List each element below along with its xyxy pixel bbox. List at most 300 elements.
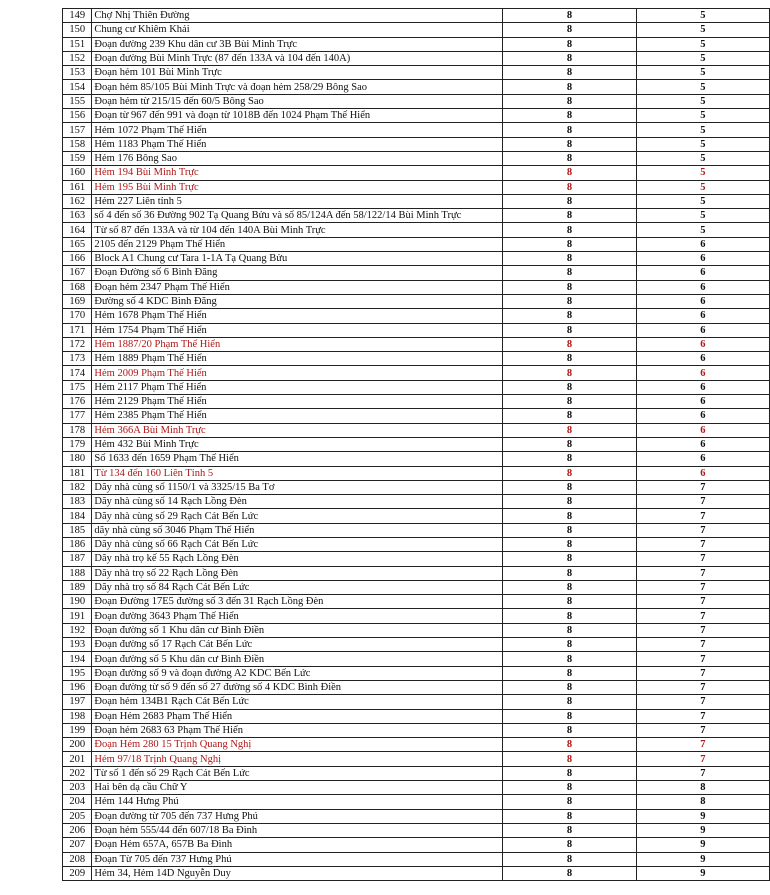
table-row xyxy=(63,809,770,823)
location-name-cell: Đoạn đường số 17 Rạch Cát Bến Lức xyxy=(92,638,503,652)
location-name-cell: Hẻm 366A Bùi Minh Trực xyxy=(92,423,503,437)
value-b-cell: 6 xyxy=(636,266,769,280)
location-name-cell: Đoạn hẻm 101 Bùi Minh Trực xyxy=(92,66,503,80)
value-b-cell: 9 xyxy=(636,838,769,852)
row-number-cell: 150 xyxy=(63,23,92,37)
location-name-cell: Dãy nhà cùng số 66 Rạch Cát Bến Lức xyxy=(92,537,503,551)
row-number-cell: 195 xyxy=(63,666,92,680)
location-name-cell: Đoạn Đường số 6 Bình Đăng xyxy=(92,266,503,280)
location-name-cell: 2105 đến 2129 Phạm Thế Hiển xyxy=(92,237,503,251)
location-name-cell: Đoạn đường từ số 9 đến số 27 đường số 4 KDC Bình Điền xyxy=(92,680,503,694)
value-b-cell: 7 xyxy=(636,666,769,680)
value-b-cell: 6 xyxy=(636,352,769,366)
value-a-cell: 8 xyxy=(503,523,636,537)
row-number-cell: 167 xyxy=(63,266,92,280)
value-a-cell: 8 xyxy=(503,795,636,809)
location-name-cell: Số 1633 đến 1659 Phạm Thế Hiển xyxy=(92,452,503,466)
location-name-cell: Hẻm 195 Bùi Minh Trực xyxy=(92,180,503,194)
table-row xyxy=(63,323,770,337)
location-name-cell: Dãy nhà cùng số 1150/1 và 3325/15 Ba Tơ xyxy=(92,480,503,494)
location-name-cell: Dãy nhà cùng số 29 Rạch Cát Bến Lức xyxy=(92,509,503,523)
value-b-cell: 7 xyxy=(636,723,769,737)
value-a-cell: 8 xyxy=(503,680,636,694)
table-row xyxy=(63,795,770,809)
row-number-cell: 173 xyxy=(63,352,92,366)
row-number-cell: 175 xyxy=(63,380,92,394)
row-number-cell: 153 xyxy=(63,66,92,80)
table-row xyxy=(63,280,770,294)
value-a-cell: 8 xyxy=(503,866,636,880)
value-b-cell: 6 xyxy=(636,437,769,451)
value-a-cell: 8 xyxy=(503,94,636,108)
row-number-cell: 204 xyxy=(63,795,92,809)
table-row xyxy=(63,9,770,23)
value-a-cell: 8 xyxy=(503,809,636,823)
value-a-cell: 8 xyxy=(503,437,636,451)
table-row xyxy=(63,51,770,65)
row-number-cell: 202 xyxy=(63,766,92,780)
row-number-cell: 176 xyxy=(63,395,92,409)
table-row xyxy=(63,723,770,737)
value-b-cell: 5 xyxy=(636,109,769,123)
row-number-cell: 162 xyxy=(63,194,92,208)
value-a-cell: 8 xyxy=(503,838,636,852)
location-name-cell: Hẻm 176 Bông Sao xyxy=(92,151,503,165)
table-row xyxy=(63,823,770,837)
value-a-cell: 8 xyxy=(503,495,636,509)
location-name-cell: Đoạn Từ 705 đến 737 Hưng Phú xyxy=(92,852,503,866)
table-row xyxy=(63,37,770,51)
value-b-cell: 7 xyxy=(636,552,769,566)
row-number-cell: 190 xyxy=(63,595,92,609)
row-number-cell: 166 xyxy=(63,252,92,266)
table-row xyxy=(63,638,770,652)
location-name-cell: Đoạn đường số 1 Khu dân cư Bình Điền xyxy=(92,623,503,637)
table-row xyxy=(63,480,770,494)
table-row xyxy=(63,437,770,451)
location-name-cell: Chung cư Khiêm Khải xyxy=(92,23,503,37)
value-a-cell: 8 xyxy=(503,466,636,480)
location-name-cell: Đoạn Hẻm 657A, 657B Ba Đình xyxy=(92,838,503,852)
location-name-cell: Chợ Nhị Thiên Đường xyxy=(92,9,503,23)
value-b-cell: 6 xyxy=(636,466,769,480)
value-a-cell: 8 xyxy=(503,781,636,795)
value-b-cell: 5 xyxy=(636,37,769,51)
value-b-cell: 6 xyxy=(636,409,769,423)
row-number-cell: 193 xyxy=(63,638,92,652)
value-a-cell: 8 xyxy=(503,252,636,266)
value-a-cell: 8 xyxy=(503,180,636,194)
table-row xyxy=(63,166,770,180)
location-name-cell: Đoạn hẻm 85/105 Bùi Minh Trực và đoạn hẻm 258/29 Bông Sao xyxy=(92,80,503,94)
value-b-cell: 7 xyxy=(636,695,769,709)
value-a-cell: 8 xyxy=(503,709,636,723)
value-b-cell: 9 xyxy=(636,852,769,866)
row-number-cell: 170 xyxy=(63,309,92,323)
table-row xyxy=(63,352,770,366)
row-number-cell: 198 xyxy=(63,709,92,723)
location-name-cell: Hẻm 2129 Phạm Thế Hiển xyxy=(92,395,503,409)
row-number-cell: 178 xyxy=(63,423,92,437)
location-name-cell: Đoạn từ 967 đến 991 và đoạn từ 1018B đến 1024 Phạm Thế Hiển xyxy=(92,109,503,123)
location-name-cell: Đoạn đường 3643 Phạm Thế Hiển xyxy=(92,609,503,623)
row-number-cell: 184 xyxy=(63,509,92,523)
table-row xyxy=(63,695,770,709)
row-number-cell: 203 xyxy=(63,781,92,795)
location-name-cell: Hẻm 1754 Phạm Thế Hiển xyxy=(92,323,503,337)
location-name-cell: Dãy nhà trọ số 22 Rạch Lồng Đèn xyxy=(92,566,503,580)
row-number-cell: 196 xyxy=(63,680,92,694)
row-number-cell: 160 xyxy=(63,166,92,180)
value-a-cell: 8 xyxy=(503,638,636,652)
value-b-cell: 6 xyxy=(636,237,769,251)
value-a-cell: 8 xyxy=(503,580,636,594)
table-row xyxy=(63,109,770,123)
value-a-cell: 8 xyxy=(503,209,636,223)
table-row xyxy=(63,566,770,580)
table-row xyxy=(63,781,770,795)
value-b-cell: 6 xyxy=(636,337,769,351)
value-a-cell: 8 xyxy=(503,166,636,180)
location-name-cell: Từ số 87 đến 133A và từ 104 đến 140A Bùi Minh Trực xyxy=(92,223,503,237)
row-number-cell: 156 xyxy=(63,109,92,123)
value-b-cell: 7 xyxy=(636,595,769,609)
location-name-cell: Dãy nhà trọ số 84 Rạch Cát Bến Lức xyxy=(92,580,503,594)
value-a-cell: 8 xyxy=(503,109,636,123)
table-row xyxy=(63,866,770,880)
value-a-cell: 8 xyxy=(503,766,636,780)
value-b-cell: 6 xyxy=(636,294,769,308)
location-name-cell: Hẻm 194 Bùi Minh Trực xyxy=(92,166,503,180)
row-number-cell: 183 xyxy=(63,495,92,509)
value-a-cell: 8 xyxy=(503,852,636,866)
table-row xyxy=(63,537,770,551)
table-row xyxy=(63,623,770,637)
value-a-cell: 8 xyxy=(503,137,636,151)
table-row xyxy=(63,237,770,251)
location-name-cell: Đoạn hẻm 2347 Phạm Thế Hiển xyxy=(92,280,503,294)
table-body xyxy=(63,9,770,881)
value-b-cell: 7 xyxy=(636,537,769,551)
location-name-cell: Hẻm 1183 Phạm Thế Hiển xyxy=(92,137,503,151)
table-row xyxy=(63,580,770,594)
table-row xyxy=(63,23,770,37)
value-a-cell: 8 xyxy=(503,80,636,94)
value-b-cell: 6 xyxy=(636,323,769,337)
value-a-cell: 8 xyxy=(503,609,636,623)
row-number-cell: 205 xyxy=(63,809,92,823)
row-number-cell: 152 xyxy=(63,51,92,65)
table-row xyxy=(63,223,770,237)
value-b-cell: 5 xyxy=(636,80,769,94)
location-name-cell: Hẻm 1889 Phạm Thế Hiển xyxy=(92,352,503,366)
location-name-cell: Hẻm 1887/20 Phạm Thế Hiển xyxy=(92,337,503,351)
table-row xyxy=(63,180,770,194)
value-a-cell: 8 xyxy=(503,66,636,80)
value-b-cell: 5 xyxy=(636,66,769,80)
location-name-cell: Từ số 1 đến số 29 Rạch Cát Bến Lức xyxy=(92,766,503,780)
value-b-cell: 6 xyxy=(636,252,769,266)
value-b-cell: 6 xyxy=(636,280,769,294)
value-b-cell: 7 xyxy=(636,680,769,694)
location-name-cell: Hẻm 432 Bùi Minh Trực xyxy=(92,437,503,451)
value-a-cell: 8 xyxy=(503,695,636,709)
table-row xyxy=(63,709,770,723)
row-number-cell: 201 xyxy=(63,752,92,766)
value-a-cell: 8 xyxy=(503,395,636,409)
value-a-cell: 8 xyxy=(503,23,636,37)
value-a-cell: 8 xyxy=(503,666,636,680)
table-row xyxy=(63,94,770,108)
table-row xyxy=(63,194,770,208)
value-a-cell: 8 xyxy=(503,9,636,23)
row-number-cell: 182 xyxy=(63,480,92,494)
table-row xyxy=(63,752,770,766)
value-b-cell: 6 xyxy=(636,380,769,394)
table-row xyxy=(63,652,770,666)
value-a-cell: 8 xyxy=(503,337,636,351)
row-number-cell: 206 xyxy=(63,823,92,837)
value-b-cell: 5 xyxy=(636,23,769,37)
table-row xyxy=(63,123,770,137)
row-number-cell: 194 xyxy=(63,652,92,666)
location-name-cell: Block A1 Chung cư Tara 1-1A Tạ Quang Bửu xyxy=(92,252,503,266)
location-name-cell: Hẻm 227 Liên tỉnh 5 xyxy=(92,194,503,208)
table-row xyxy=(63,738,770,752)
table-row xyxy=(63,266,770,280)
value-b-cell: 6 xyxy=(636,423,769,437)
value-b-cell: 7 xyxy=(636,495,769,509)
row-number-cell: 155 xyxy=(63,94,92,108)
value-a-cell: 8 xyxy=(503,595,636,609)
value-a-cell: 8 xyxy=(503,194,636,208)
table-row xyxy=(63,495,770,509)
value-a-cell: 8 xyxy=(503,280,636,294)
location-name-cell: Đoạn hẻm 555/44 đến 607/18 Ba Đình xyxy=(92,823,503,837)
value-a-cell: 8 xyxy=(503,652,636,666)
value-b-cell: 5 xyxy=(636,151,769,165)
value-a-cell: 8 xyxy=(503,266,636,280)
value-a-cell: 8 xyxy=(503,380,636,394)
value-a-cell: 8 xyxy=(503,37,636,51)
table-row xyxy=(63,151,770,165)
value-a-cell: 8 xyxy=(503,51,636,65)
value-b-cell: 7 xyxy=(636,609,769,623)
value-b-cell: 7 xyxy=(636,509,769,523)
row-number-cell: 207 xyxy=(63,838,92,852)
value-b-cell: 7 xyxy=(636,652,769,666)
table-row xyxy=(63,766,770,780)
value-a-cell: 8 xyxy=(503,452,636,466)
value-a-cell: 8 xyxy=(503,409,636,423)
location-name-cell: Hẻm 1678 Phạm Thế Hiển xyxy=(92,309,503,323)
location-name-cell: Hai bên dạ cầu Chữ Y xyxy=(92,781,503,795)
table-row xyxy=(63,852,770,866)
value-b-cell: 5 xyxy=(636,51,769,65)
value-a-cell: 8 xyxy=(503,323,636,337)
value-a-cell: 8 xyxy=(503,738,636,752)
row-number-cell: 188 xyxy=(63,566,92,580)
value-b-cell: 8 xyxy=(636,781,769,795)
row-number-cell: 159 xyxy=(63,151,92,165)
location-name-cell: Hẻm 2009 Phạm Thế Hiển xyxy=(92,366,503,380)
value-b-cell: 7 xyxy=(636,480,769,494)
table-row xyxy=(63,80,770,94)
location-name-cell: Hẻm 1072 Phạm Thế Hiển xyxy=(92,123,503,137)
value-a-cell: 8 xyxy=(503,309,636,323)
value-a-cell: 8 xyxy=(503,366,636,380)
row-number-cell: 165 xyxy=(63,237,92,251)
location-name-cell: Hẻm 144 Hưng Phú xyxy=(92,795,503,809)
value-b-cell: 5 xyxy=(636,194,769,208)
table-row xyxy=(63,395,770,409)
value-b-cell: 7 xyxy=(636,523,769,537)
location-name-cell: Đoạn hẻm 2683 63 Phạm Thế Hiển xyxy=(92,723,503,737)
value-b-cell: 6 xyxy=(636,366,769,380)
table-row xyxy=(63,423,770,437)
value-a-cell: 8 xyxy=(503,537,636,551)
value-a-cell: 8 xyxy=(503,752,636,766)
row-number-cell: 161 xyxy=(63,180,92,194)
value-b-cell: 7 xyxy=(636,623,769,637)
table-row xyxy=(63,595,770,609)
location-name-cell: Hẻm 2385 Phạm Thế Hiển xyxy=(92,409,503,423)
location-name-cell: số 4 đến số 36 Đường 902 Tạ Quang Bửu và số 85/124A đến 58/122/14 Bùi Minh Trực xyxy=(92,209,503,223)
row-number-cell: 179 xyxy=(63,437,92,451)
value-a-cell: 8 xyxy=(503,294,636,308)
row-number-cell: 209 xyxy=(63,866,92,880)
location-name-cell: Hẻm 97/18 Trịnh Quang Nghị xyxy=(92,752,503,766)
location-name-cell: Từ 134 đến 160 Liên Tỉnh 5 xyxy=(92,466,503,480)
row-number-cell: 168 xyxy=(63,280,92,294)
table-row xyxy=(63,209,770,223)
row-number-cell: 151 xyxy=(63,37,92,51)
row-number-cell: 189 xyxy=(63,580,92,594)
row-number-cell: 187 xyxy=(63,552,92,566)
table-row xyxy=(63,509,770,523)
value-b-cell: 6 xyxy=(636,452,769,466)
value-b-cell: 5 xyxy=(636,94,769,108)
table-row xyxy=(63,137,770,151)
value-b-cell: 5 xyxy=(636,180,769,194)
value-b-cell: 5 xyxy=(636,166,769,180)
value-b-cell: 6 xyxy=(636,395,769,409)
location-name-cell: Đoạn đường số 5 Khu dân cư Bình Điền xyxy=(92,652,503,666)
table-row xyxy=(63,366,770,380)
row-number-cell: 164 xyxy=(63,223,92,237)
table-row xyxy=(63,838,770,852)
row-number-cell: 197 xyxy=(63,695,92,709)
location-name-cell: Đoạn hẻm 134B1 Rạch Cát Bến Lức xyxy=(92,695,503,709)
row-number-cell: 177 xyxy=(63,409,92,423)
row-number-cell: 191 xyxy=(63,609,92,623)
table-row xyxy=(63,466,770,480)
value-b-cell: 7 xyxy=(636,638,769,652)
value-a-cell: 8 xyxy=(503,552,636,566)
value-a-cell: 8 xyxy=(503,509,636,523)
table-row xyxy=(63,66,770,80)
row-number-cell: 199 xyxy=(63,723,92,737)
location-name-cell: Đoạn đường Bùi Minh Trực (87 đến 133A và 104 đến 140A) xyxy=(92,51,503,65)
value-b-cell: 5 xyxy=(636,223,769,237)
value-a-cell: 8 xyxy=(503,823,636,837)
location-name-cell: Dãy nhà trọ kế 55 Rạch Lồng Đèn xyxy=(92,552,503,566)
location-name-cell: Đoạn Hẻm 280 15 Trịnh Quang Nghị xyxy=(92,738,503,752)
row-number-cell: 149 xyxy=(63,9,92,23)
location-name-cell: Hẻm 34, Hẻm 14D Nguyễn Duy xyxy=(92,866,503,880)
location-name-cell: dãy nhà cùng số 3046 Phạm Thế Hiển xyxy=(92,523,503,537)
value-b-cell: 9 xyxy=(636,823,769,837)
value-a-cell: 8 xyxy=(503,123,636,137)
value-a-cell: 8 xyxy=(503,352,636,366)
value-a-cell: 8 xyxy=(503,623,636,637)
location-name-cell: Đoạn đường từ 705 đến 737 Hưng Phú xyxy=(92,809,503,823)
row-number-cell: 172 xyxy=(63,337,92,351)
table-row xyxy=(63,309,770,323)
table-row xyxy=(63,409,770,423)
value-b-cell: 5 xyxy=(636,9,769,23)
location-name-cell: Đường số 4 KDC Bình Đăng xyxy=(92,294,503,308)
value-b-cell: 9 xyxy=(636,866,769,880)
value-a-cell: 8 xyxy=(503,566,636,580)
data-table xyxy=(62,8,770,881)
table-row xyxy=(63,666,770,680)
row-number-cell: 186 xyxy=(63,537,92,551)
row-number-cell: 171 xyxy=(63,323,92,337)
row-number-cell: 157 xyxy=(63,123,92,137)
table-row xyxy=(63,252,770,266)
row-number-cell: 208 xyxy=(63,852,92,866)
table-row xyxy=(63,452,770,466)
row-number-cell: 158 xyxy=(63,137,92,151)
row-number-cell: 180 xyxy=(63,452,92,466)
row-number-cell: 174 xyxy=(63,366,92,380)
location-name-cell: Hẻm 2117 Phạm Thế Hiển xyxy=(92,380,503,394)
row-number-cell: 192 xyxy=(63,623,92,637)
value-b-cell: 7 xyxy=(636,738,769,752)
location-name-cell: Dãy nhà cùng số 14 Rạch Lồng Đèn xyxy=(92,495,503,509)
value-b-cell: 5 xyxy=(636,123,769,137)
table-row xyxy=(63,552,770,566)
value-a-cell: 8 xyxy=(503,223,636,237)
table-row xyxy=(63,380,770,394)
value-a-cell: 8 xyxy=(503,237,636,251)
value-b-cell: 5 xyxy=(636,137,769,151)
location-name-cell: Đoạn Đường 17E5 đường số 3 đến 31 Rạch Lồng Đèn xyxy=(92,595,503,609)
value-b-cell: 7 xyxy=(636,580,769,594)
row-number-cell: 185 xyxy=(63,523,92,537)
value-a-cell: 8 xyxy=(503,151,636,165)
value-b-cell: 5 xyxy=(636,209,769,223)
table-row xyxy=(63,609,770,623)
table-row xyxy=(63,680,770,694)
value-b-cell: 7 xyxy=(636,709,769,723)
row-number-cell: 169 xyxy=(63,294,92,308)
value-a-cell: 8 xyxy=(503,480,636,494)
value-b-cell: 8 xyxy=(636,795,769,809)
value-a-cell: 8 xyxy=(503,723,636,737)
table-row xyxy=(63,523,770,537)
value-b-cell: 6 xyxy=(636,309,769,323)
location-name-cell: Đoạn đường 239 Khu dân cư 3B Bùi Minh Trực xyxy=(92,37,503,51)
table-row xyxy=(63,294,770,308)
row-number-cell: 163 xyxy=(63,209,92,223)
location-name-cell: Đoạn đường số 9 và đoạn đường A2 KDC Bến Lức xyxy=(92,666,503,680)
value-a-cell: 8 xyxy=(503,423,636,437)
location-name-cell: Đoạn hẻm từ 215/15 đến 60/5 Bông Sao xyxy=(92,94,503,108)
table-row xyxy=(63,337,770,351)
value-b-cell: 7 xyxy=(636,752,769,766)
